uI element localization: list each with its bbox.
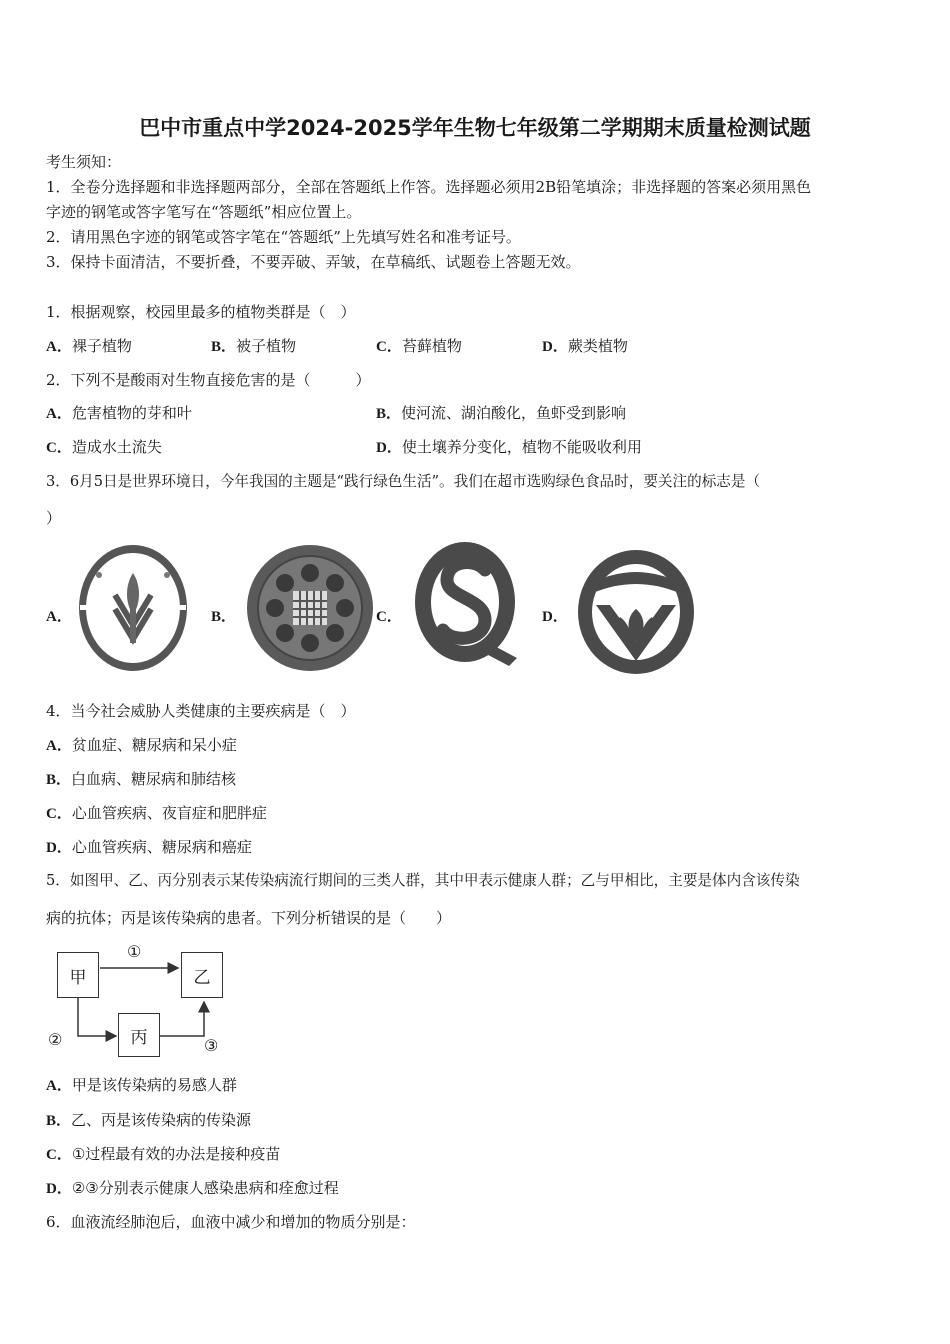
option-text: 裸子植物 <box>71 337 132 355</box>
label-circled-1: ① <box>127 942 142 961</box>
option-label: A． <box>46 738 72 754</box>
q2-option-d <box>376 437 642 458</box>
option-label: B． <box>46 772 72 788</box>
option-label: D． <box>376 440 402 456</box>
option-text: 使河流、湖泊酸化，鱼虾受到影响 <box>401 404 627 422</box>
option-label: A． <box>46 1078 72 1094</box>
v-leaf-logo-icon <box>576 547 696 677</box>
q3-option-d-label: D． <box>542 609 568 625</box>
q6-stem: 6．血液流经肺泡后，血液中减少和增加的物质分别是： <box>46 1213 416 1231</box>
q3-option-b-label: B． <box>211 609 237 625</box>
q2-stem: 2．下列不是酸雨对生物直接危害的是（ ） <box>46 371 371 389</box>
option-label: D． <box>46 840 72 856</box>
q1-option-c <box>376 336 462 357</box>
option-text: 使土壤养分变化，植物不能吸收利用 <box>401 438 642 456</box>
option-text: 白血病、糖尿病和肺结核 <box>71 770 237 788</box>
option-label: C． <box>46 1147 72 1163</box>
q4-option-b <box>46 769 236 790</box>
q5-option-c <box>46 1144 280 1165</box>
q4-option-a <box>46 735 237 756</box>
option-label: B． <box>376 406 402 422</box>
option-label: B． <box>211 339 237 355</box>
option-label: A． <box>46 406 72 422</box>
q3-option-a-label: A． <box>46 609 72 625</box>
option-text: 甲是该传染病的易感人群 <box>71 1076 237 1094</box>
q5-option-a <box>46 1075 237 1096</box>
q3-option-c-label: C． <box>376 609 402 625</box>
q1-option-d <box>542 336 628 357</box>
q1-option-a <box>46 336 132 357</box>
option-text: 心血管疾病、夜盲症和肥胖症 <box>71 804 267 822</box>
q4-option-c <box>46 803 267 824</box>
arrow-3 <box>160 1002 204 1036</box>
q4-option-d <box>46 837 252 858</box>
option-text: 被子植物 <box>236 337 297 355</box>
arrow-2 <box>78 998 116 1036</box>
sq-quality-logo-icon <box>413 540 523 670</box>
option-label: C． <box>376 339 402 355</box>
notice-item: 1．全卷分选择题和非选择题两部分，全部在答题纸上作答。选择题必须用2B铅笔填涂；非选择题的答案必须用黑色 <box>46 178 812 196</box>
notice-heading: 考生须知： <box>46 153 122 171</box>
option-label: D． <box>46 1181 72 1197</box>
q3-stem-end: ） <box>46 509 62 527</box>
option-text: 心血管疾病、糖尿病和癌症 <box>71 838 252 856</box>
q5-option-d <box>46 1178 339 1199</box>
option-label: C． <box>46 806 72 822</box>
option-text: 蕨类植物 <box>567 337 628 355</box>
box-bing: 丙 <box>118 1013 160 1057</box>
label-circled-2: ② <box>48 1030 63 1049</box>
green-food-logo-icon <box>77 543 189 673</box>
q3-stem: 3．6月5日是世界环境日，今年我国的主题是“践行绿色生活”。我们在超市选购绿色食品时，要关注的标志是（ <box>46 473 761 490</box>
q5-option-b <box>46 1110 251 1131</box>
notice-item: 2．请用黑色字迹的钢笔或答字笔在“答题纸”上先填写姓名和准考证号。 <box>46 228 521 246</box>
q5-stem: 5．如图甲、乙、丙分别表示某传染病流行期间的三类人群，其中甲表示健康人群；乙与甲相比，主要是体内含该传染 <box>46 872 800 889</box>
q1-option-b <box>211 336 296 357</box>
label-circled-3: ③ <box>204 1036 219 1055</box>
box-yi: 乙 <box>181 952 223 998</box>
option-text: 危害植物的芽和叶 <box>71 404 192 422</box>
option-text: 贫血症、糖尿病和呆小症 <box>71 736 237 754</box>
q1-stem: 1．根据观察，校园里最多的植物类群是（ ） <box>46 303 356 321</box>
option-text: 乙、丙是该传染病的传染源 <box>71 1111 252 1129</box>
notice-item: 3．保持卡面清洁，不要折叠，不要弄破、弄皱，在草稿纸、试题卷上答题无效。 <box>46 253 581 271</box>
option-label: C． <box>46 440 72 456</box>
option-text: 造成水土流失 <box>71 438 162 456</box>
page-title: 巴中市重点中学2024-2025学年生物七年级第二学期期末质量检测试题 <box>139 116 811 140</box>
option-text: ①过程最有效的办法是接种疫苗 <box>71 1145 281 1163</box>
q4-stem: 4．当今社会威胁人类健康的主要疾病是（ ） <box>46 702 356 720</box>
option-label: D． <box>542 339 568 355</box>
option-text: ②③分别表示健康人感染患病和痊愈过程 <box>71 1179 339 1197</box>
q5-stem-line2: 病的抗体；丙是该传染病的患者。下列分析错误的是（ ） <box>46 909 452 927</box>
circular-seal-logo-icon <box>245 543 375 673</box>
box-jia: 甲 <box>57 952 99 998</box>
q2-option-c <box>46 437 162 458</box>
q2-option-b <box>376 403 626 424</box>
option-label: A． <box>46 339 72 355</box>
q2-option-a <box>46 403 192 424</box>
option-label: B． <box>46 1113 72 1129</box>
notice-item: 字迹的钢笔或答字笔写在“答题纸”相应位置上。 <box>46 203 362 221</box>
option-text: 苔藓植物 <box>401 337 462 355</box>
